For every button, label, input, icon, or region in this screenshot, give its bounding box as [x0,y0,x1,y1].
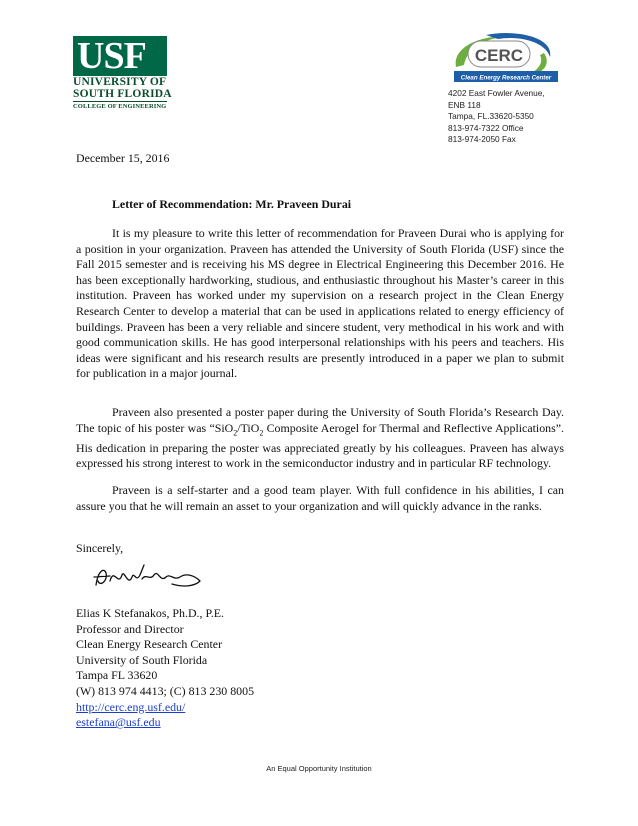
paragraph-2 [76,405,564,472]
signer-university: University of South Florida [76,652,208,667]
cerc-logo [446,31,562,87]
usf-mark: USF [73,36,167,76]
signer-title: Professor and Director [76,621,184,636]
address-building: ENB 118 [448,99,481,110]
paragraph-1-text: It is my pleasure to write this letter of recommendation for Praveen Durai who is applying for a position in your organization. Praveen has attended the University of South Florida (USF) since the Fall 2015 semester and is receiving his MS degree in Electrical Engineering this December 2016. He has been exceptionally hardworking, studious, and enthusiastic throughout his Master’s career in this institution. Praveen has worked under my supervision on a research project in the Clean Energy Research Center to develop a material that can be used in applications related to energy efficiency of buildings. Praveen has been a very reliable and sincere student, very methodical in his work and with good communication skills. He has good interpersonal relationships with his peers and teachers. His ideas were significant and his research results are presently introduced in a paper we plan to submit for publication in a major journal. [76,226,564,381]
email-link[interactable]: estefana@usf.edu [76,715,161,730]
usf-college: COLLEGE OF ENGINEERING [73,103,167,110]
signature-image [90,557,210,597]
signature-stroke [94,565,200,586]
signer-city: Tampa FL 33620 [76,668,158,683]
usf-name-line1: UNIVERSITY OF [73,76,167,88]
subscript-2b: 2 [259,427,264,437]
letter-subject: Letter of Recommendation: Mr. Praveen Durai [112,197,352,211]
signer-name: Elias K Stefanakos, Ph.D., P.E. [76,606,224,620]
letter-date: December 15, 2016 [76,151,170,165]
paragraph-3 [76,483,564,514]
paragraph-3-text: Praveen is a self-starter and a good team player. With full confidence in his abilities, I can assure you that he will remain an asset to your organization and will quickly advance in the ranks. [76,483,564,513]
closing: Sincerely, [76,541,124,555]
subscript-2a: 2 [233,427,238,437]
address-city: Tampa, FL.33620-5350 [448,111,534,121]
website-link[interactable]: http://cerc.eng.usf.edu/ [76,699,186,714]
usf-divider [73,101,167,102]
address-street: 4202 East Fowler Avenue, [448,88,545,98]
paragraph-2-part1: Praveen also presented a poster paper during the University of South Florida’s Research Day. The topic of his poster was “SiO [76,405,564,435]
usf-logo [73,36,173,118]
paragraph-2-part3: Composite Aerogel for Thermal and Reflective Applications”. His dedication in preparing the poster was appreciated greatly by his colleagues. Praveen has always expressed his strong interest to work in the semiconductor industry and in particular RF technology. [76,420,564,471]
usf-name-line2: SOUTH FLORIDA [73,88,172,100]
address-office-phone: 813-974-7322 Office [448,122,524,133]
address-fax: 813-974-2050 Fax [448,134,516,144]
cerc-tagline: Clean Energy Research Center [460,74,552,82]
signer-phones: (W) 813 974 4413; (C) 813 230 8005 [76,683,255,698]
paragraph-2-text [76,405,564,472]
footer: An Equal Opportunity Institution [266,764,372,773]
paragraph-2-part2: /TiO [237,420,260,435]
paragraph-1 [76,226,564,382]
signer-block [76,606,254,731]
cerc-name: CERC [474,46,524,65]
cerc-address [448,88,545,146]
signer-center: Clean Energy Research Center [76,637,223,652]
